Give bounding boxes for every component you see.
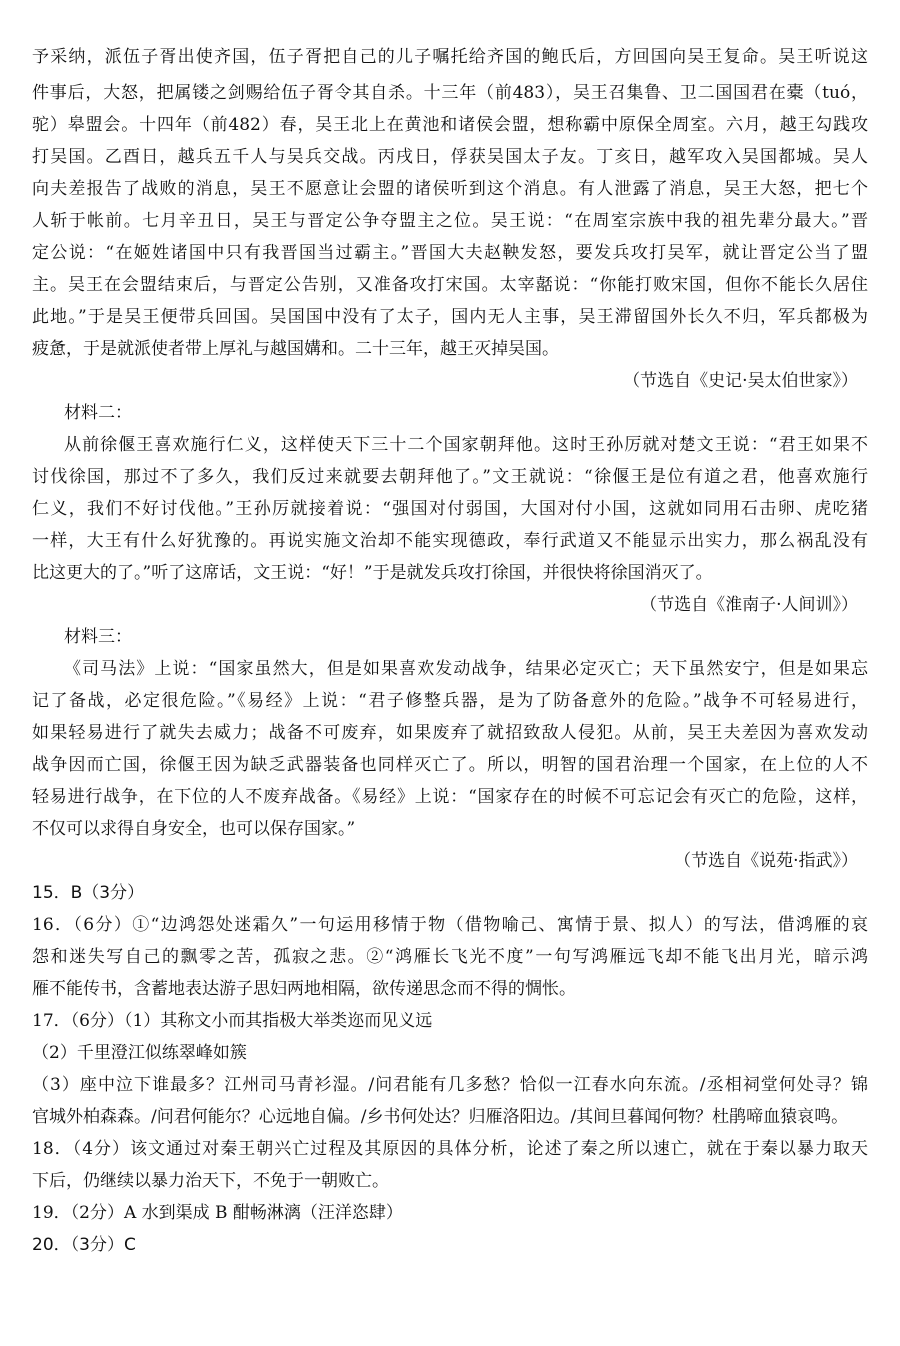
answer-18-line: 18．（4分）该文通过对秦王朝兴亡过程及其原因的具体分析，论述了秦之所以速亡，就在于秦以暴力取天: [32, 1139, 868, 1159]
material1-line: 主。吴王在会盟结束后，与晋定公告别，又准备攻打宋国。太宰嚭说：“你能打败宋国，但你不能长久居住: [32, 275, 868, 295]
material1-line: 向夫差报告了战败的消息，吴王不愿意让会盟的诸侯听到这个消息。有人泄露了消息，吴王大怒，把七个: [32, 179, 868, 199]
material3-line: 《司马法》上说：“国家虽然大，但是如果喜欢发动战争，结果必定灭亡；天下虽然安宁，但是如果忘: [64, 659, 868, 679]
section-title: 材料二：: [64, 403, 132, 423]
material1-line: 定公说：“在姬姓诸国中只有我晋国当过霸主。”晋国大夫赵鞅发怒，要发兵攻打吴军，就让晋定公当了盟: [32, 243, 868, 263]
source-citation: （节选自《淮南子·人间训》）: [640, 595, 858, 615]
material1-line: 予采纳，派伍子胥出使齐国，伍子胥把自己的儿子嘱托给齐国的鲍氏后，方回国向吴王复命。吴王听说这: [32, 47, 868, 67]
material1-line: 打吴国。乙酉日，越兵五千人与吴兵交战。丙戌日，俘获吴国太子友。丁亥日，越军攻入吴国都城。吴人: [32, 147, 868, 167]
answer-16-line: 怨和迷失写自己的飘零之苦，孤寂之悲。②“鸿雁长飞光不度”一句写鸿雁远飞却不能飞出月光，暗示鸿: [32, 947, 868, 967]
material1-line: 驼）皋盟会。十四年（前482）春，吴王北上在黄池和诸侯会盟，想称霸中原保全周室。六月，越王勾践攻: [32, 115, 868, 135]
material3-line: 轻易进行战争，在下位的人不废弃战备。《易经》上说：“国家存在的时候不可忘记会有灭亡的危险，这样，: [32, 787, 868, 807]
source-citation: （节选自《史记·吴太伯世家》）: [623, 371, 858, 391]
answer-19: 19．（2分）A 水到渠成 B 酣畅淋漓（汪洋恣肆）: [32, 1203, 403, 1223]
answer-18-line: 下后，仍继续以暴力治天下，不免于一朝败亡。: [32, 1171, 389, 1191]
material3-line: 记了备战，必定很危险。”《易经》上说：“君子修整兵器，是为了防备意外的危险。”战争不可轻易进行，: [32, 691, 868, 711]
material1-line: 件事后，大怒，把属镂之剑赐给伍子胥令其自杀。十三年（前483），吴王召集鲁、卫二国国君在橐（tuó，: [32, 83, 868, 103]
material2-line: 一样，大王有什么好犹豫的。再说实施文治却不能实现德政，奉行武道又不能显示出实力，那么祸乱没有: [32, 531, 868, 551]
answer-17-3-line: 官城外柏森森。/问君何能尔？心远地自偏。/乡书何处达？归雁洛阳边。/其间旦暮闻何物？杜鹃啼血猿哀鸣。: [32, 1107, 849, 1127]
answer-20: 20．（3分）C: [32, 1235, 136, 1255]
answer-17-2: （2）千里澄江似练翠峰如簇: [32, 1043, 247, 1063]
answer-15: 15．B（3分）: [32, 883, 145, 903]
answer-16-line: 16．（6分）①“边鸿怨处迷霜久”一句运用移情于物（借物喻己、寓情于景、拟人）的写法，借鸿雁的哀: [32, 915, 868, 935]
material1-line: 人斩于帐前。七月辛丑日，吴王与晋定公争夺盟主之位。吴王说：“在周室宗族中我的祖先辈分最大。”晋: [32, 211, 868, 231]
material3-line: 战争因而亡国，徐偃王因为缺乏武器装备也同样灭亡了。所以，明智的国君治理一个国家，在上位的人不: [32, 755, 868, 775]
answer-16-line: 雁不能传书，含蓄地表达游子思妇两地相隔，欲传递思念而不得的惆怅。: [32, 979, 576, 999]
answer-17-3-line: （3）座中泣下谁最多？江州司马青衫湿。/问君能有几多愁？恰似一江春水向东流。/丞相祠堂何处寻？锦: [32, 1075, 868, 1095]
material1-line: 疲惫，于是就派使者带上厚礼与越国媾和。二十三年，越王灭掉吴国。: [32, 339, 559, 359]
material2-line: 讨伐徐国，那过不了多久，我们反过来就要去朝拜他了。”文王就说：“徐偃王是位有道之君，他喜欢施行: [32, 467, 868, 487]
material2-line: 从前徐偃王喜欢施行仁义，这样使天下三十二个国家朝拜他。这时王孙厉就对楚文王说：“君王如果不: [64, 435, 868, 455]
answer-17-1: 17．（6分）（1）其称文小而其指极大举类迩而见义远: [32, 1011, 433, 1031]
material3-line: 如果轻易进行了就失去威力；战备不可废弃，如果废弃了就招致敌人侵犯。从前，吴王夫差因为喜欢发动: [32, 723, 868, 743]
material2-line: 比这更大的了。”听了这席话，文王说：“好！”于是就发兵攻打徐国，并很快将徐国消灭了。: [32, 563, 713, 583]
source-citation: （节选自《说苑·指武》）: [674, 851, 858, 871]
material1-line: 此地。”于是吴王便带兵回国。吴国国中没有了太子，国内无人主事，吴王滞留国外长久不归，军兵都极为: [32, 307, 868, 327]
material3-line: 不仅可以求得自身安全，也可以保存国家。”: [32, 819, 356, 839]
material2-line: 仁义，我们不好讨伐他。”王孙厉就接着说：“强国对付弱国，大国对付小国，这就如同用石击卵、虎吃猪: [32, 499, 868, 519]
section-title: 材料三：: [64, 627, 132, 647]
